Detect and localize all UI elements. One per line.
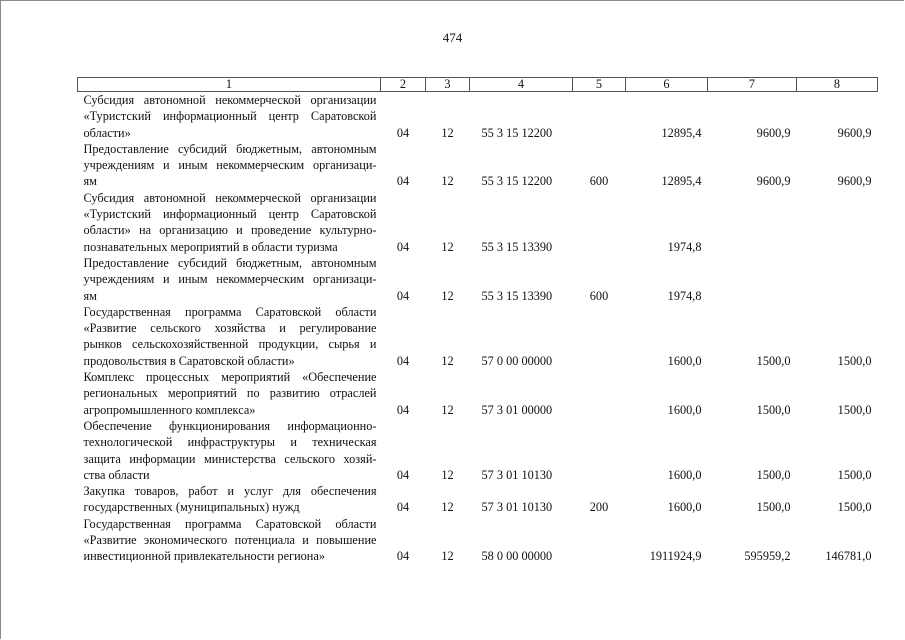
section-code: 04 [396, 125, 410, 140]
target-article-code: 58 0 00 00000 [481, 549, 553, 564]
amount-col7: 1500,0 [756, 402, 791, 417]
section-code: 04 [396, 239, 410, 254]
description-line: защита информации министерства сельского хозяй- [83, 451, 377, 466]
description-line: ям [83, 288, 97, 303]
target-article-code: 57 3 01 10130 [481, 467, 553, 482]
description-line: области» на организацию и проведение культурно- [83, 223, 377, 238]
column-header-4: 4 [470, 78, 573, 92]
table-row [78, 304, 878, 369]
target-article-code: 55 3 15 12200 [481, 174, 553, 189]
table-row [78, 190, 878, 255]
amount-col8: 1500,0 [837, 467, 872, 482]
amount-col6: 12895,4 [661, 174, 702, 189]
expense-type-code [573, 516, 626, 565]
amount-col7: 1500,0 [756, 500, 791, 515]
description-line: области» [83, 125, 131, 140]
description-line: инвестиционной привлекательности региона» [83, 549, 325, 564]
amount-col6: 12895,4 [661, 125, 702, 140]
subsection-code: 12 [441, 549, 454, 564]
description-line: Предоставление субсидий бюджетным, автономным [83, 141, 377, 156]
column-header-7: 7 [708, 78, 797, 92]
amount-col8: 1500,0 [837, 500, 872, 515]
amount-col6: 1974,8 [667, 288, 702, 303]
row-description [78, 190, 381, 255]
description-line: Субсидия автономной некоммерческой организации [83, 190, 377, 205]
description-line: учреждениям и иным некоммерческим организаци- [83, 272, 377, 287]
subsection-code: 12 [441, 239, 454, 254]
column-header-3: 3 [426, 78, 470, 92]
amount-col8: 1500,0 [837, 353, 872, 368]
description-line: ям [83, 174, 97, 189]
description-line: Комплекс процессных мероприятий «Обеспечение [83, 370, 377, 385]
row-description [78, 516, 381, 565]
row-description [78, 418, 381, 483]
row-description [78, 369, 381, 418]
description-line: «Развитие экономического потенциала и повышение [83, 533, 377, 548]
amount-col8: 9600,9 [837, 125, 872, 140]
row-description [78, 304, 381, 369]
description-line: Закупка товаров, работ и услуг для обеспечения [83, 484, 377, 499]
amount-col8 [797, 190, 878, 255]
expense-type-code: 200 [589, 500, 609, 515]
amount-col8 [797, 255, 878, 304]
header-row [78, 78, 878, 92]
target-article-code: 57 0 00 00000 [481, 353, 553, 368]
subsection-code: 12 [441, 467, 454, 482]
description-line: «Туристский информационный центр Саратовской [83, 207, 377, 222]
description-line: региональных мероприятий по развитию отраслей [83, 386, 377, 401]
amount-col8: 9600,9 [837, 174, 872, 189]
table-row [78, 483, 878, 516]
description-line: Субсидия автономной некоммерческой организации [83, 93, 377, 107]
amount-col7: 1500,0 [756, 353, 791, 368]
expense-type-code: 600 [589, 288, 609, 303]
table-row [78, 418, 878, 483]
target-article-code: 55 3 15 12200 [481, 125, 553, 140]
target-article-code: 55 3 15 13390 [481, 239, 553, 254]
amount-col7: 1500,0 [756, 467, 791, 482]
amount-col7: 595959,2 [744, 549, 791, 564]
expense-type-code [573, 304, 626, 369]
description-line: продовольствия в Саратовской области» [83, 353, 295, 368]
description-line: Предоставление субсидий бюджетным, автономным [83, 255, 377, 270]
expense-type-code [573, 92, 626, 141]
table-row [78, 141, 878, 190]
amount-col7 [708, 255, 797, 304]
description-line: агропромышленного комплекса» [83, 402, 256, 417]
section-code: 04 [396, 549, 410, 564]
budget-table [77, 77, 878, 565]
expense-type-code [573, 418, 626, 483]
description-line: государственных (муниципальных) нужд [83, 500, 300, 515]
table-row [78, 92, 878, 141]
section-code: 04 [396, 353, 410, 368]
amount-col7: 9600,9 [756, 174, 791, 189]
description-line: Обеспечение функционирования информационно- [83, 418, 377, 433]
amount-col6: 1911924,9 [649, 549, 702, 564]
amount-col6: 1600,0 [667, 500, 702, 515]
amount-col8: 146781,0 [825, 549, 872, 564]
subsection-code: 12 [441, 353, 454, 368]
description-line: «Туристский информационный центр Саратовской [83, 109, 377, 124]
description-line: Государственная программа Саратовской области [83, 516, 377, 531]
expense-type-code [573, 190, 626, 255]
description-line: «Развитие сельского хозяйства и регулирование [83, 321, 377, 336]
row-description [78, 92, 381, 141]
column-header-8: 8 [797, 78, 878, 92]
description-line: познавательных мероприятий в области туризма [83, 239, 338, 254]
subsection-code: 12 [441, 174, 454, 189]
table-body [78, 92, 878, 565]
amount-col6: 1974,8 [667, 239, 702, 254]
section-code: 04 [396, 402, 410, 417]
column-header-1: 1 [78, 78, 381, 92]
amount-col6: 1600,0 [667, 402, 702, 417]
target-article-code: 57 3 01 00000 [481, 402, 553, 417]
subsection-code: 12 [441, 125, 454, 140]
table-row [78, 516, 878, 565]
description-line: учреждениям и иным некоммерческим организаци- [83, 158, 377, 173]
subsection-code: 12 [441, 288, 454, 303]
target-article-code: 57 3 01 10130 [481, 500, 553, 515]
section-code: 04 [396, 500, 410, 515]
expense-type-code [573, 369, 626, 418]
section-code: 04 [396, 467, 410, 482]
table-row [78, 369, 878, 418]
subsection-code: 12 [441, 500, 454, 515]
page-number: 474 [442, 30, 463, 45]
section-code: 04 [396, 174, 410, 189]
column-header-6: 6 [626, 78, 708, 92]
description-line: технологической инфраструктуры и техническая [83, 435, 377, 450]
subsection-code: 12 [441, 402, 454, 417]
row-description [78, 141, 381, 190]
amount-col6: 1600,0 [667, 353, 702, 368]
column-header-2: 2 [381, 78, 426, 92]
target-article-code: 55 3 15 13390 [481, 288, 553, 303]
description-line: Государственная программа Саратовской области [83, 304, 377, 319]
description-line: рынков сельскохозяйственной продукции, сырья и [83, 337, 377, 352]
column-header-5: 5 [573, 78, 626, 92]
amount-col6: 1600,0 [667, 467, 702, 482]
row-description [78, 255, 381, 304]
table-row [78, 255, 878, 304]
amount-col7 [708, 190, 797, 255]
section-code: 04 [396, 288, 410, 303]
amount-col8: 1500,0 [837, 402, 872, 417]
amount-col7: 9600,9 [756, 125, 791, 140]
description-line: ства области [83, 467, 150, 482]
expense-type-code: 600 [589, 174, 609, 189]
row-description [78, 483, 381, 516]
